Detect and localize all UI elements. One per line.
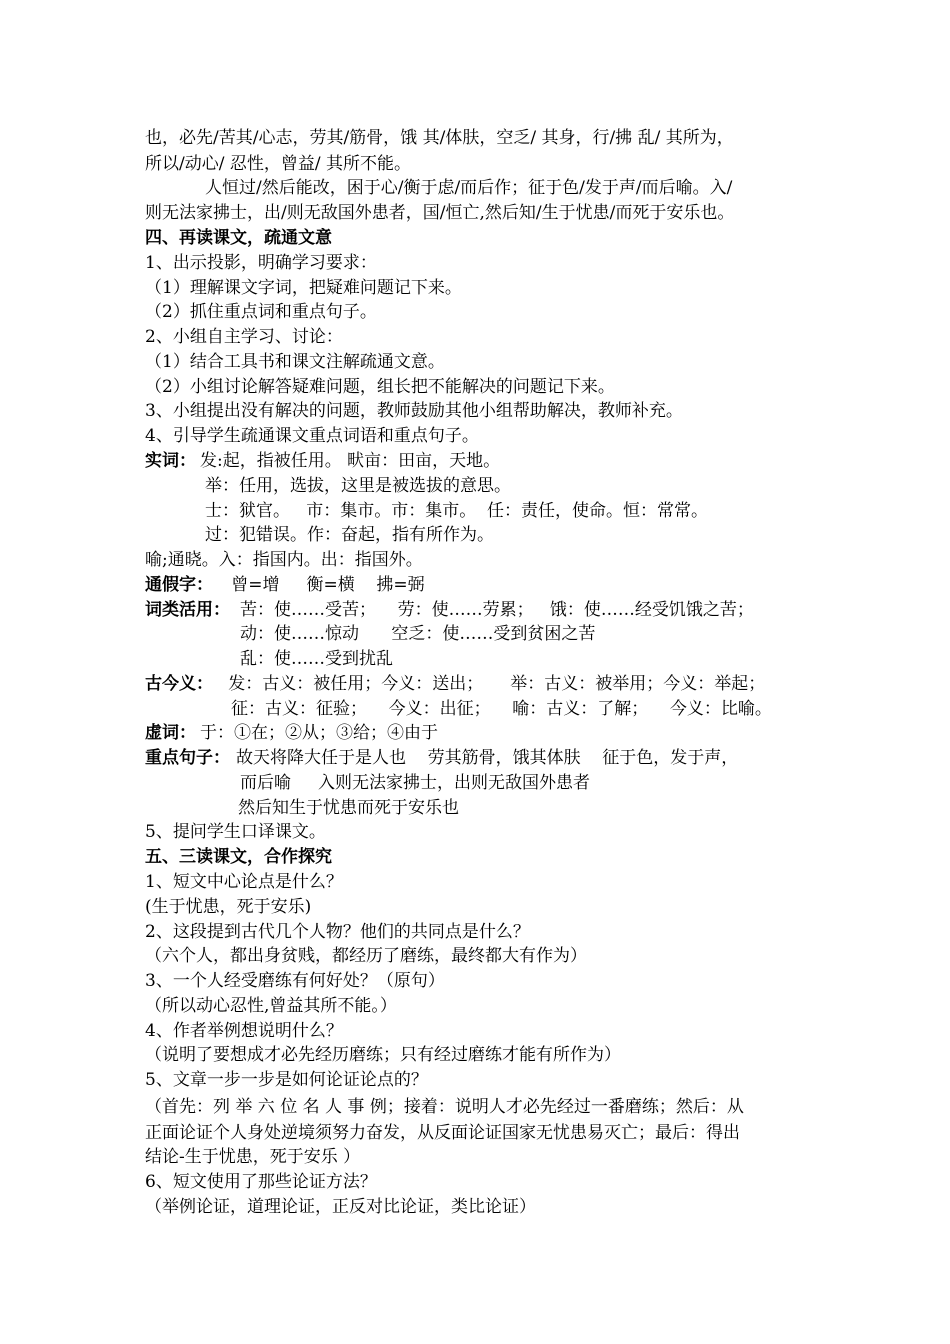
text-line: （1）理解课文字词，把疑难问题记下来。: [145, 278, 462, 298]
text-line: 士：狱官。 市：集市。市：集市。 任：责任，使命。恒：常常。: [205, 501, 709, 521]
text-line: （首先：列 举 六 位 名 人 事 例；接着：说明人才必先经过一番磨练；然后：从: [145, 1097, 744, 1117]
text-line: （2）抓住重点词和重点句子。: [145, 302, 377, 322]
text-line: 曾=增 衡=横 拂=弼: [215, 575, 425, 595]
text-line: 结论-生于忧患，死于安乐 ）: [145, 1147, 361, 1167]
text-line: 1、短文中心论点是什么？: [145, 872, 343, 892]
text-line: 所以/动心/ 忍性，曾益/ 其所不能。: [145, 154, 411, 174]
section-heading: 五、三读课文，合作探究: [145, 847, 332, 867]
text-line: 过：犯错误。作：奋起，指有所作为。: [205, 525, 494, 545]
text-line: 6、短文使用了那些论证方法？: [145, 1172, 377, 1192]
text-line: （说明了要想成才必先经历磨练；只有经过磨练才能有所作为）: [145, 1045, 621, 1065]
text-line: 故天将降大任于是人也 劳其筋骨，饿其体肤 征于色，发于声，: [236, 748, 739, 768]
label-zhongdianjuzi: 重点句子：: [145, 748, 230, 768]
label-tongjiazi: 通假字：: [145, 575, 213, 595]
text-line: 2、小组自主学习、讨论：: [145, 327, 343, 347]
text-line: 举：任用，选拔，这里是被选拔的意思。: [205, 476, 511, 496]
label-gujinyi: 古今义：: [145, 674, 213, 694]
text-line: 4、作者举例想说明什么？: [145, 1021, 343, 1041]
label-cileihuoyong: 词类活用：: [145, 600, 230, 620]
text-line: 征：古义：征验； 今义：出征； 喻：古义：了解； 今义：比喻。: [231, 699, 772, 719]
text-line: （1）结合工具书和课文注解疏通文意。: [145, 352, 445, 372]
text-line: 然后知生于忧患而死于安乐也: [238, 798, 459, 818]
text-line: 发：古义：被任用；今义：送出； 举：古义：被举用；今义：举起；: [212, 674, 766, 694]
label-shici: 实词：: [145, 451, 196, 471]
label-xuci: 虚词：: [145, 723, 196, 743]
text-line: 也，必先/苦其/心志，劳其/筋骨，饿 其/体肤，空乏/ 其身，行/拂 乱/ 其所为，: [145, 128, 734, 148]
text-line: 于：①在；②从；③给；④由于: [200, 723, 438, 743]
text-line: 5、提问学生口译课文。: [145, 822, 326, 842]
text-line: 而后喻 入则无法家拂士，出则无敌国外患者: [240, 773, 591, 793]
text-line: 苦：使……受苦； 劳：使……劳累； 饿：使……经受饥饿之苦；: [240, 600, 754, 620]
text-line: 发:起，指被任用。 畎亩：田亩，天地。: [200, 451, 501, 471]
text-line: 喻;通晓。入：指国内。出：指国外。: [145, 550, 423, 570]
text-line: 人恒过/然后能改，困于心/衡于虑/而后作；征于色/发于声/而后喻。入/: [205, 178, 733, 198]
section-heading: 四、再读课文，疏通文意: [145, 228, 332, 248]
text-line: 4、引导学生疏通课文重点词语和重点句子。: [145, 426, 479, 446]
text-line: 1、出示投影，明确学习要求：: [145, 253, 377, 273]
text-line: 2、这段提到古代几个人物？他们的共同点是什么？: [145, 922, 530, 942]
text-line: 动：使……惊动 空乏：使……受到贫困之苦: [240, 624, 596, 644]
text-line: 乱：使……受到扰乱: [240, 649, 393, 669]
text-line: （2）小组讨论解答疑难问题，组长把不能解决的问题记下来。: [145, 377, 615, 397]
text-line: （所以动心忍性,曾益其所不能。）: [145, 996, 397, 1016]
text-line: （举例论证，道理论证，正反对比论证，类比论证）: [145, 1197, 536, 1217]
text-line: 3、小组提出没有解决的问题，教师鼓励其他小组帮助解决，教师补充。: [145, 401, 683, 421]
text-line: 5、文章一步一步是如何论证论点的？: [145, 1070, 428, 1090]
text-line: (生于忧患，死于安乐): [145, 897, 312, 917]
text-line: （六个人，都出身贫贱，都经历了磨练，最终都大有作为）: [145, 946, 587, 966]
text-line: 正面论证个人身处逆境须努力奋发，从反面论证国家无忧患易灭亡；最后：得出: [145, 1123, 740, 1143]
text-line: 3、一个人经受磨练有何好处？（原句）: [145, 971, 445, 991]
text-line: 则无法家拂士，出/则无敌国外患者，国/恒亡,然后知/生于忧患/而死于安乐也。: [145, 203, 735, 223]
